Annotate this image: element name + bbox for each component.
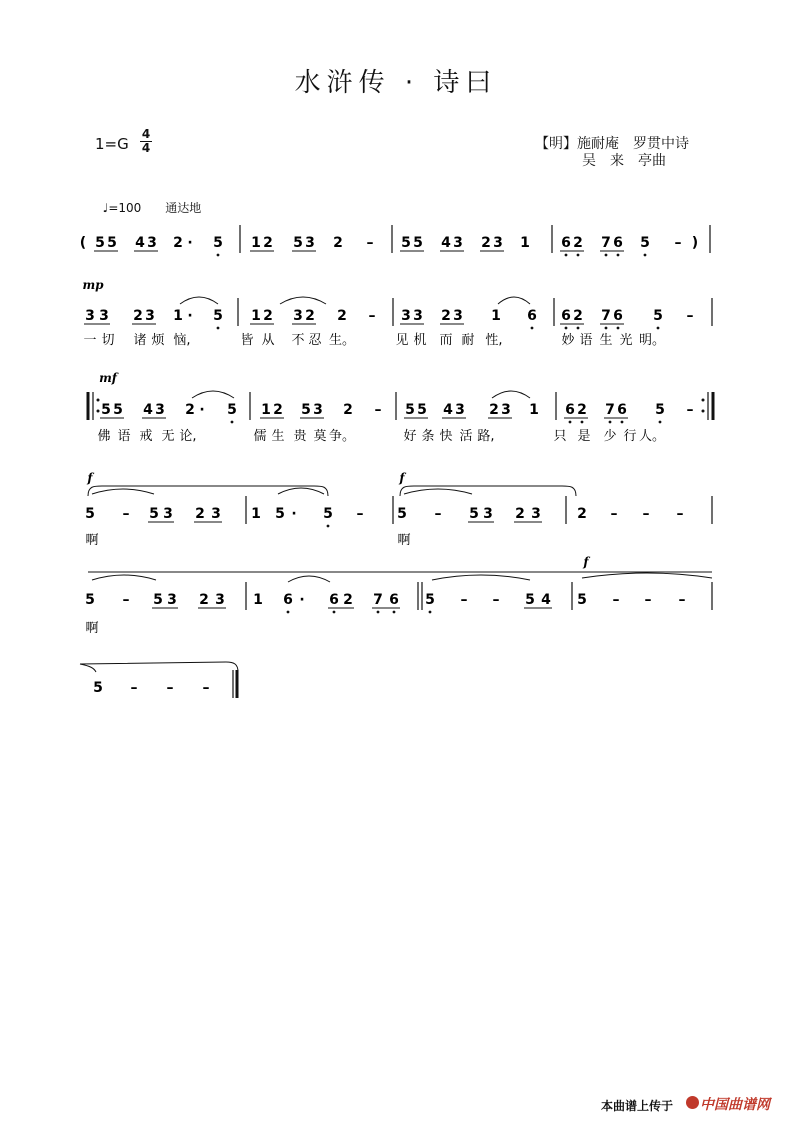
line2-note: 2 <box>305 308 315 324</box>
line5-note: – <box>492 592 500 608</box>
page-title: 水浒传 · 诗曰 <box>294 68 498 98</box>
line1-note: ( <box>79 235 87 251</box>
line4-note: 2 <box>515 506 525 522</box>
line5-note: 3 <box>167 592 177 608</box>
octave-dot-below <box>393 611 396 614</box>
octave-dot-below <box>565 254 568 257</box>
octave-dot-below <box>231 421 234 424</box>
line5-note: 7 <box>373 592 383 608</box>
line2-note: 3 <box>293 308 303 324</box>
line4-note: 3 <box>211 506 221 522</box>
line4-note: – <box>122 506 130 522</box>
line1-note: 2 <box>173 235 183 251</box>
line3-note: – <box>686 402 694 418</box>
line5-note: 3 <box>215 592 225 608</box>
credit-composer: 吴 来 亭曲 <box>582 153 666 169</box>
lyric-char: 无 <box>161 429 175 444</box>
octave-dot-below <box>581 421 584 424</box>
lyric-char: 论, <box>179 429 197 444</box>
dynamic-mp: mp <box>82 278 104 292</box>
time-signature-top: 4 <box>141 127 151 141</box>
lyric-char: 好 <box>403 429 417 444</box>
repeat-dot <box>97 410 100 413</box>
line5-note: – <box>644 592 652 608</box>
lyric-char: 切 <box>101 333 115 348</box>
octave-dot-below <box>377 611 380 614</box>
slur <box>280 297 326 304</box>
octave-dot-below <box>657 327 660 330</box>
line4-note: – <box>356 506 364 522</box>
lyric-char: 啊 <box>85 533 99 548</box>
octave-dot-below <box>617 254 620 257</box>
lyric-char: 佛 <box>97 429 111 444</box>
slur <box>92 575 156 580</box>
line1-note: 4 <box>441 235 451 251</box>
octave-dot-below <box>569 421 572 424</box>
octave-dot-below <box>605 327 608 330</box>
octave-dot-below <box>644 254 647 257</box>
lyric-char: 一 <box>83 333 97 348</box>
line5-note: · <box>299 592 305 608</box>
line2-note: 3 <box>401 308 411 324</box>
octave-dot-below <box>217 327 220 330</box>
lyric-char: 机 <box>413 333 427 348</box>
line1-note: 2 <box>573 235 583 251</box>
lyric-char: 忍 <box>308 333 322 348</box>
line5-note: – <box>460 592 468 608</box>
octave-dot-below <box>287 611 290 614</box>
repeat-dot <box>702 399 705 402</box>
tie-end <box>80 664 96 672</box>
line5-note: 5 <box>425 592 435 608</box>
dynamic-f: f <box>87 471 93 485</box>
line3-note: 6 <box>617 402 627 418</box>
lyric-char: 性, <box>485 333 503 348</box>
line4-note: 5 <box>397 506 407 522</box>
line3-note: 3 <box>155 402 165 418</box>
line3-note: 7 <box>605 402 615 418</box>
line1-note: – <box>674 235 682 251</box>
lyric-char: 莫 <box>313 429 327 444</box>
lyric-char: 语 <box>579 333 593 348</box>
lyric-char: 儒 <box>253 429 267 444</box>
line2-note: 1 <box>251 308 261 324</box>
slur <box>404 489 472 494</box>
line1-note: 1 <box>251 235 261 251</box>
lyric-char: 活 <box>459 429 473 444</box>
slur <box>492 391 530 398</box>
line3-note: 2 <box>185 402 195 418</box>
line3-note: 1 <box>529 402 539 418</box>
line1-note: 3 <box>147 235 157 251</box>
lyric-char: 生。 <box>328 333 356 348</box>
line2-note: 5 <box>653 308 663 324</box>
octave-dot-below <box>217 254 220 257</box>
line3-note: 3 <box>455 402 465 418</box>
line2-note: 6 <box>561 308 571 324</box>
line4-note: · <box>291 506 297 522</box>
lyric-char: 不 <box>291 333 305 348</box>
line3-note: 5 <box>301 402 311 418</box>
line5-note: 2 <box>199 592 209 608</box>
line2-note: 3 <box>413 308 423 324</box>
line2-note: – <box>686 308 694 324</box>
line2-note: 1 <box>173 308 183 324</box>
octave-dot-below <box>621 421 624 424</box>
line2-note: 6 <box>613 308 623 324</box>
time-signature-bottom: 4 <box>141 141 151 155</box>
lyric-char: 快 <box>439 429 453 444</box>
line3-note: 3 <box>313 402 323 418</box>
line3-note: 5 <box>227 402 237 418</box>
line4-note: 3 <box>483 506 493 522</box>
line5-note: – <box>612 592 620 608</box>
line5-note: 5 <box>525 592 535 608</box>
lyric-char: 语 <box>117 429 131 444</box>
line3-note: 4 <box>143 402 153 418</box>
octave-dot-below <box>577 254 580 257</box>
lyric-char: 啊 <box>397 533 411 548</box>
line1-note: 5 <box>107 235 117 251</box>
line1-note: 3 <box>493 235 503 251</box>
lyric-char: 争。 <box>328 429 356 444</box>
long-slur <box>88 486 328 496</box>
dynamic-mf: mf <box>99 371 117 385</box>
line5-note: 5 <box>153 592 163 608</box>
slur <box>278 488 324 494</box>
line1-note: – <box>366 235 374 251</box>
quarter-note-icon: ♩ <box>102 201 109 215</box>
line1-note: 5 <box>95 235 105 251</box>
line3-note: 5 <box>113 402 123 418</box>
octave-dot-below <box>617 327 620 330</box>
line1-note: 3 <box>453 235 463 251</box>
line5-note: 5 <box>577 592 587 608</box>
line5-note: – <box>678 592 686 608</box>
line2-note: 2 <box>133 308 143 324</box>
lyric-char: 条 <box>421 429 435 444</box>
line3-note: 3 <box>501 402 511 418</box>
line1-note: 4 <box>135 235 145 251</box>
line1-note: 5 <box>401 235 411 251</box>
line2-note: 1 <box>491 308 501 324</box>
lyric-char: 明。 <box>638 333 666 348</box>
octave-dot-below <box>333 611 336 614</box>
line1-note: ) <box>691 235 699 251</box>
line4-note: 5 <box>85 506 95 522</box>
line5-note: 6 <box>283 592 293 608</box>
lyric-char: 皆 <box>240 333 254 348</box>
line1-note: 1 <box>520 235 530 251</box>
lyric-char: 从 <box>261 333 275 348</box>
line1-note: 2 <box>263 235 273 251</box>
line1-note: 6 <box>613 235 623 251</box>
lyric-char: 贵 <box>293 429 307 444</box>
line3-note: 2 <box>489 402 499 418</box>
line4-note: – <box>676 506 684 522</box>
line1-note: 5 <box>213 235 223 251</box>
line1-note: 2 <box>481 235 491 251</box>
long-slur <box>400 486 576 496</box>
repeat-dot <box>702 410 705 413</box>
dynamic-f: f <box>583 555 589 569</box>
line2-note: 7 <box>601 308 611 324</box>
lyric-char: 路, <box>477 429 495 444</box>
slur <box>288 576 330 582</box>
line1-note: 6 <box>561 235 571 251</box>
line5-note: 2 <box>343 592 353 608</box>
lyric-char: 耐 <box>461 333 475 348</box>
line2-note: 3 <box>99 308 109 324</box>
octave-dot-below <box>609 421 612 424</box>
site-logo-icon <box>686 1096 699 1109</box>
line4-note: 5 <box>323 506 333 522</box>
dynamic-f: f <box>399 471 405 485</box>
line3-note: 2 <box>577 402 587 418</box>
credit-lyricist: 【明】施耐庵 罗贯中诗 <box>535 136 689 152</box>
lyric-char: 恼, <box>173 333 191 348</box>
line4-note: – <box>434 506 442 522</box>
lyric-char: 戒 <box>139 429 153 444</box>
line3-note: 2 <box>343 402 353 418</box>
line2-note: – <box>368 308 376 324</box>
tempo-expression: 通达地 <box>165 201 202 215</box>
line5-note: 5 <box>85 592 95 608</box>
line2-note: 3 <box>85 308 95 324</box>
line4-note: 3 <box>163 506 173 522</box>
lyric-char: 生 <box>271 429 285 444</box>
octave-dot-below <box>327 525 330 528</box>
tie-continuation <box>80 662 238 672</box>
octave-dot-below <box>659 421 662 424</box>
lyric-char: 只 <box>553 429 567 444</box>
line3-note: 5 <box>101 402 111 418</box>
line1-note: 5 <box>640 235 650 251</box>
line2-note: 3 <box>453 308 463 324</box>
line3-note: 4 <box>443 402 453 418</box>
line5-note: 6 <box>329 592 339 608</box>
lyric-char: 见 <box>395 333 409 348</box>
lyric-char: 光 <box>619 333 633 348</box>
line4-note: 5 <box>469 506 479 522</box>
line5-note: 1 <box>253 592 263 608</box>
tempo-value: =100 <box>108 201 142 215</box>
line1-note: 2 <box>333 235 343 251</box>
line5-note: – <box>122 592 130 608</box>
line6-note: – <box>202 680 210 696</box>
lyric-char: 行 <box>623 429 637 444</box>
line3-note: 5 <box>405 402 415 418</box>
line4-note: 3 <box>531 506 541 522</box>
line2-note: 2 <box>573 308 583 324</box>
slur <box>432 575 530 580</box>
line4-note: – <box>642 506 650 522</box>
lyric-char: 妙 <box>561 333 575 348</box>
line4-note: 5 <box>149 506 159 522</box>
line1-note: 3 <box>305 235 315 251</box>
line3-note: – <box>374 402 382 418</box>
line3-note: 5 <box>655 402 665 418</box>
line2-note: 2 <box>441 308 451 324</box>
line5-note: 6 <box>389 592 399 608</box>
lyric-char: 啊 <box>85 621 99 636</box>
slur <box>192 391 234 398</box>
slur <box>582 573 712 578</box>
lyric-char: 是 <box>577 429 591 444</box>
line4-note: 1 <box>251 506 261 522</box>
line4-note: 2 <box>577 506 587 522</box>
key-signature: 1=G <box>95 135 129 153</box>
line6-note: 5 <box>93 680 103 696</box>
lyric-char: 诸 <box>133 333 147 348</box>
octave-dot-below <box>577 327 580 330</box>
line1-note: 7 <box>601 235 611 251</box>
line6-note: – <box>166 680 174 696</box>
line2-note: 2 <box>337 308 347 324</box>
line6-note: – <box>130 680 138 696</box>
lyric-char: 而 <box>439 333 453 348</box>
line2-note: 5 <box>213 308 223 324</box>
footer-text: 本曲谱上传于 <box>601 1099 674 1113</box>
footer-site-name: 中国曲谱网 <box>700 1097 770 1113</box>
lyric-char: 人。 <box>638 429 666 444</box>
line2-note: · <box>187 308 193 324</box>
line2-note: 6 <box>527 308 537 324</box>
line1-note: · <box>187 235 193 251</box>
slur <box>498 297 530 304</box>
octave-dot-below <box>605 254 608 257</box>
line4-note: – <box>610 506 618 522</box>
line3-note: 6 <box>565 402 575 418</box>
repeat-dot <box>97 399 100 402</box>
slur <box>92 489 154 494</box>
line2-note: 3 <box>145 308 155 324</box>
line5-note: 4 <box>541 592 551 608</box>
line3-note: 2 <box>273 402 283 418</box>
line1-note: 5 <box>413 235 423 251</box>
line3-note: 1 <box>261 402 271 418</box>
octave-dot-below <box>565 327 568 330</box>
lyric-char: 烦 <box>151 333 165 348</box>
line2-note: 2 <box>263 308 273 324</box>
lyric-char: 少 <box>603 429 617 444</box>
line3-note: 5 <box>417 402 427 418</box>
line3-note: · <box>199 402 205 418</box>
lyric-char: 生 <box>599 333 613 348</box>
octave-dot-below <box>531 327 534 330</box>
line4-note: 5 <box>275 506 285 522</box>
slur <box>180 297 218 304</box>
line4-note: 2 <box>195 506 205 522</box>
octave-dot-below <box>429 611 432 614</box>
line1-note: 5 <box>293 235 303 251</box>
